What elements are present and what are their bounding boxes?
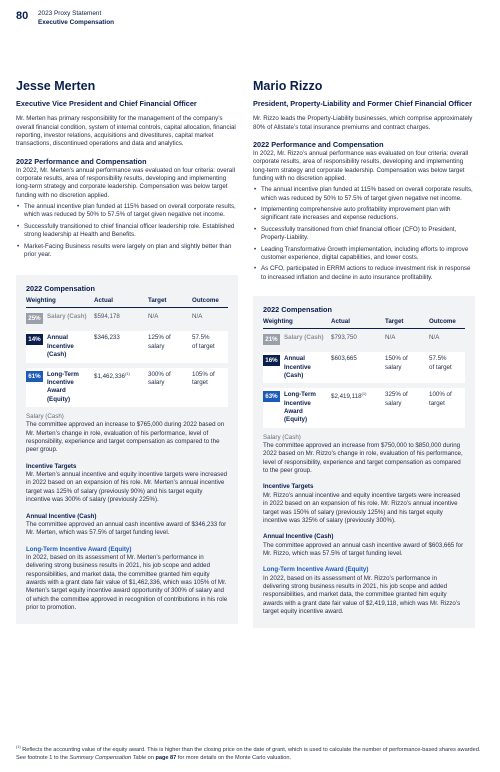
compensation-row-lti — [263, 388, 465, 427]
annual-heading: Annual Incentive (Cash) — [26, 512, 97, 520]
outcome-value: 57.5% of target — [429, 355, 452, 371]
row-label: Long-Term Incentive Award (Equity) — [47, 370, 79, 403]
header-outcome: Outcome — [192, 297, 219, 305]
weighting-badge: 63% — [263, 391, 280, 402]
weighting-badge: 16% — [263, 355, 280, 366]
compensation-row-lti — [26, 368, 228, 407]
lti-heading: Long-Term Incentive Award (Equity) — [26, 545, 132, 553]
bullet-item: • Successfully transitioned from chief financial officer (CFO) to President, Property-Liability. — [253, 226, 475, 243]
compensation-row-salary — [26, 312, 228, 326]
outcome-value: 100% of target — [429, 391, 452, 407]
header-target: Target — [148, 297, 167, 305]
page-header — [16, 9, 486, 35]
performance-title: 2022 Performance and Compensation — [253, 140, 384, 150]
section-title: Executive Compensation — [38, 19, 114, 26]
footnote-marker: (1) — [124, 370, 130, 376]
row-label: Salary (Cash) — [284, 334, 324, 342]
executive-description: Mr. Merten has primary responsibility for the management of the company’s overall financial condition, system of internal controls, capital allocation, financial reporting, investor relations, acquisitions and divestitures, capital market transactions, discontinued operations and data and analytics. — [16, 115, 236, 148]
incentive-heading: Incentive Targets — [263, 483, 314, 491]
bullet-item: • As CFO, participated in ERRM actions to reduce investment risk in response to increased inflation and decline in auto insurance profitability. — [253, 265, 475, 282]
compensation-row-salary — [263, 333, 465, 347]
compensation-header-row — [26, 297, 228, 308]
outcome-value: 105% of target — [192, 370, 215, 386]
actual-value: $346,233 — [94, 334, 120, 342]
target-value: N/A — [385, 334, 396, 342]
salary-heading: Salary (Cash) — [263, 433, 301, 441]
executive-profile-merten — [16, 78, 238, 624]
footnote-text: Reflects the accounting value of the equity award. This is higher than the closing price on the date of grant, which is used to calculate the number of performance-based shares awarded. See footnote 1 to the — [16, 746, 481, 761]
row-label: Salary (Cash) — [47, 313, 87, 321]
actual-value: $2,419,118$^{(1)}$ — [331, 391, 367, 401]
incentive-text: Mr. Rizzo’s annual incentive and equity incentive targets were increased in 2022 based on an expansion of his role. Mr. Rizzo’s annual incentive target was 150% of salary (previously 125%) and his target equity incentive was 325% of salary (previously 300%). — [263, 491, 461, 524]
row-label: Annual Incentive (Cash) — [284, 355, 311, 379]
actual-value: $1,462,336$^{(1)}$ — [94, 370, 130, 380]
compensation-box — [16, 275, 238, 623]
performance-bullets — [16, 203, 238, 259]
compensation-row-annual — [26, 331, 228, 362]
target-value: 125% of salary — [148, 334, 171, 350]
header-weighting: Weighting — [263, 317, 293, 325]
compensation-title: 2022 Compensation — [26, 284, 95, 294]
target-value: 150% of salary — [385, 355, 408, 371]
annual-text: The committee approved an annual cash incentive award of $346,233 for Mr. Merten, which was 57.5% of target funding level. — [26, 520, 227, 537]
weighting-badge: 25% — [26, 313, 43, 324]
salary-heading: Salary (Cash) — [26, 412, 64, 420]
salary-text: The committee approved an increase to $765,000 during 2022 based on Mr. Merten’s change in role, evaluation of his performance, level of responsibility, experience and target compensation as compared to the peer group. — [26, 421, 225, 454]
actual-value: $603,665 — [331, 355, 357, 363]
outcome-value: 57.5% of target — [192, 334, 215, 350]
row-label: Long-Term Incentive Award (Equity) — [284, 391, 316, 424]
header-outcome: Outcome — [429, 317, 456, 325]
bullet-item: • The annual incentive plan funded at 115% based on overall corporate results, which was reduced by 50% to 57.5% of target given negative net income. — [253, 186, 475, 203]
executive-description: Mr. Rizzo leads the Property-Liability businesses, which comprise approximately 80% of Allstate’s total insurance premiums and contract charges. — [253, 115, 473, 131]
document-title: 2023 Proxy Statement — [38, 10, 102, 17]
compensation-row-annual — [263, 352, 465, 383]
footnote-table-name: Summary Compensation Table — [69, 754, 147, 761]
lti-heading: Long-Term Incentive Award (Equity) — [263, 566, 369, 574]
footnote: $^{(1)}$ Reflects the accounting value of the equity award. This is higher than the closing price on the date of grant, which is used to calculate the number of performance-based shares awarded. See footnote 1 to the Summary Compensation Table on page 87 for more details on the Monte Carlo valuation. — [16, 745, 481, 761]
compensation-box — [253, 296, 475, 628]
page-number: 80 — [16, 10, 29, 22]
annual-heading: Annual Incentive (Cash) — [263, 533, 334, 541]
weighting-badge: 14% — [26, 334, 43, 345]
bullet-item: • Leading Transformative Growth implementation, including efforts to improve customer experience, digital capabilities, and lower costs. — [253, 246, 475, 263]
header-weighting: Weighting — [26, 297, 56, 305]
executive-role: President, Property-Liability and Former Chief Financial Officer — [253, 98, 472, 108]
compensation-title: 2022 Compensation — [263, 304, 332, 314]
actual-value: $594,178 — [94, 313, 120, 321]
target-value: 325% of salary — [385, 391, 408, 407]
target-value: 300% of salary — [148, 370, 171, 386]
incentive-heading: Incentive Targets — [26, 462, 77, 470]
bullet-item: • Market-Facing Business results were largely on plan and slightly better than prior year. — [16, 243, 238, 260]
header-target: Target — [385, 317, 404, 325]
outcome-value: N/A — [192, 313, 203, 321]
header-actual: Actual — [331, 317, 350, 325]
header-actual: Actual — [94, 297, 113, 305]
performance-title: 2022 Performance and Compensation — [16, 156, 147, 166]
footnote-marker: (1) — [361, 391, 367, 397]
salary-text: The committee approved an increase from $750,000 to $850,000 during 2022 based on Mr. Rizzo’s change in role, evaluation of his performance, level of responsibility, experience and target compensation as compared to the peer group. — [263, 442, 463, 475]
lti-text: In 2022, based on its assessment of Mr. Rizzo’s performance in delivering strong business results in 2021, his job scope and added responsibilities, and market data, the committee granted him equity awards with a grant date fair value of $2,419,118, which was Mr. Rizzo’s target equity incentive award. — [263, 574, 461, 616]
performance-intro: In 2022, Mr. Merten’s annual performance was evaluated on four criteria: overall corporate results, area of responsibility results, developing and implementing long-term strategy and corporate leadership. Compensation was below target funding with no discretion applied. — [16, 166, 235, 199]
incentive-text: Mr. Merten’s annual incentive and equity incentive targets were increased in 2022 based on an expansion of his role. Mr. Merten’s annual incentive target was 125% of salary (previously 90%) and his target equity incentive was 300% of salary (previously 225%). — [26, 471, 228, 504]
bullet-item: • Successfully transitioned to chief financial officer leadership role. Established strong leadership at Health and Benefits. — [16, 223, 238, 240]
lti-text: In 2022, based on its assessment of Mr. Merten’s performance in delivering strong business results in 2021, his job scope and added responsibilities, and market data, the committee granted him equity awards with a grant date fair value of $1,462,336, which was 105% of Mr. Merten’s target equity incentive award opportunity of 300% of salary and of which the committee approved in recognition of contributions in his role prior to promotion. — [26, 553, 228, 612]
outcome-value: N/A — [429, 334, 440, 342]
executive-profile-rizzo — [253, 78, 475, 628]
footnote-marker: (1) — [16, 745, 21, 749]
actual-value: $793,750 — [331, 334, 357, 342]
page-link[interactable]: page 87 — [155, 754, 177, 761]
target-value: N/A — [148, 313, 159, 321]
performance-bullets — [253, 186, 475, 282]
row-label: Annual Incentive (Cash) — [47, 334, 74, 359]
compensation-header-row — [263, 318, 465, 329]
performance-intro: In 2022, Mr. Rizzo’s annual performance was evaluated on four criteria: overall corporate results, area of responsibility results, developing and implementing long-term strategy and corporate leadership. Compensation was below target funding with no discretion applied. — [253, 149, 469, 182]
executive-name: Mario Rizzo — [253, 79, 323, 93]
weighting-badge: 61% — [26, 371, 43, 382]
bullet-item: • The annual incentive plan funded at 115% based on overall corporate results, which was reduced by 50% to 57.5% of target given negative net income. — [16, 203, 238, 220]
bullet-item: • Implementing comprehensive auto profitability improvement plan with significant rate increases and expense reductions. — [253, 206, 475, 223]
executive-role: Executive Vice President and Chief Financial Officer — [16, 98, 197, 108]
weighting-badge: 21% — [263, 334, 280, 345]
annual-text: The committee approved an annual cash incentive award of $603,665 for Mr. Rizzo, which was 57.5% of target funding level. — [263, 541, 464, 557]
executive-name: Jesse Merten — [16, 79, 96, 93]
